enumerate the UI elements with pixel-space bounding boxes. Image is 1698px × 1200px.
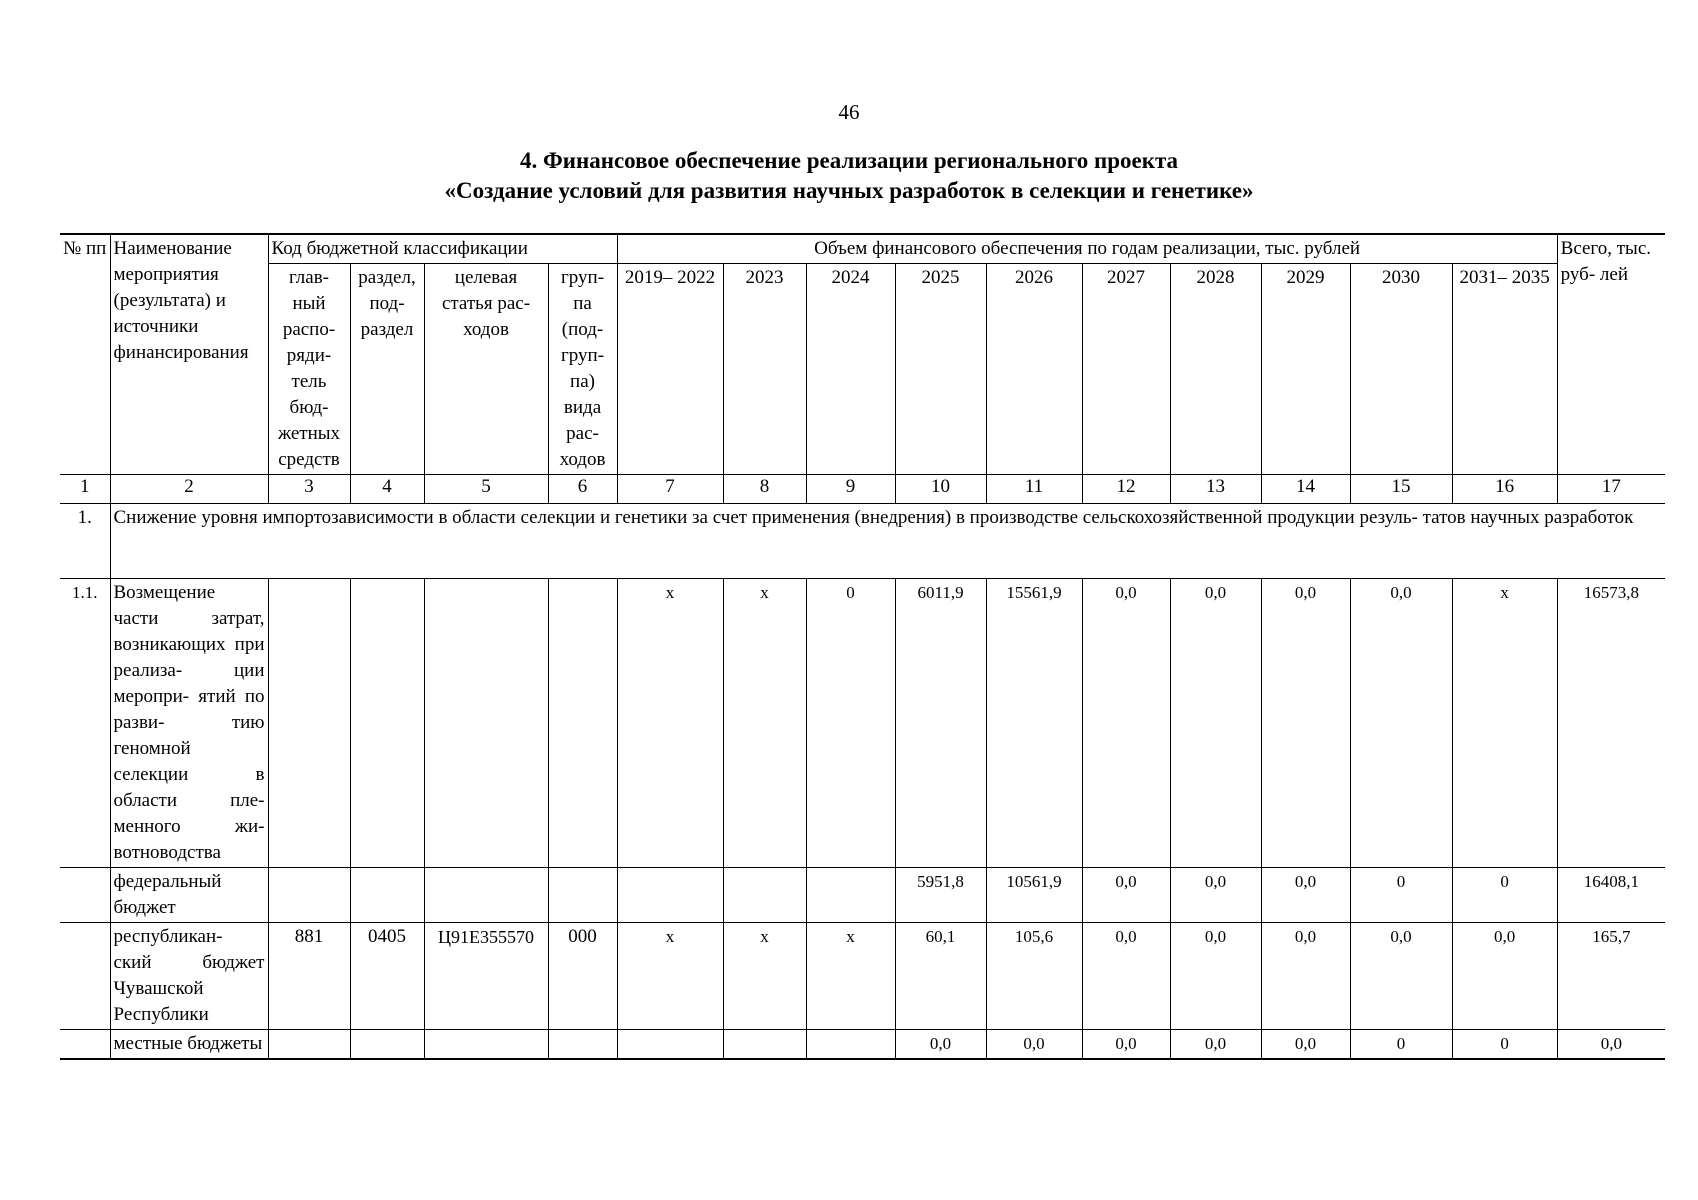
value-cell: х [617,579,723,868]
kbk-cell [548,1030,617,1060]
value-cell: 105,6 [986,923,1082,1030]
column-number: 9 [806,475,895,504]
column-number: 14 [1261,475,1350,504]
row-name: республикан- ский бюджет Чувашской Республики [110,923,268,1030]
value-cell: 0,0 [1350,579,1452,868]
value-cell: 15561,9 [986,579,1082,868]
kbk-cell [268,579,350,868]
column-number: 15 [1350,475,1452,504]
value-cell [723,1030,806,1060]
column-number: 3 [268,475,350,504]
header-year: 2026 [986,264,1082,475]
value-cell: 5951,8 [895,868,986,923]
header-row-2 [60,264,1665,475]
row-name: местные бюджеты [110,1030,268,1060]
header-kbk-section: раздел, под- раздел [350,264,424,475]
value-cell: 0,0 [1261,579,1350,868]
row-num [60,923,110,1030]
table-row [60,1030,1665,1060]
section-num: 1. [60,504,110,579]
column-number: 4 [350,475,424,504]
value-cell: 0,0 [1261,868,1350,923]
kbk-cell: 000 [548,923,617,1030]
value-cell: х [723,923,806,1030]
value-cell: х [723,579,806,868]
kbk-cell [548,579,617,868]
section-row [60,504,1665,579]
value-cell: 0 [1452,868,1557,923]
header-year: 2030 [1350,264,1452,475]
table-row [60,579,1665,868]
kbk-cell [424,1030,548,1060]
table-row [60,923,1665,1030]
header-year: 2027 [1082,264,1170,475]
row-num [60,868,110,923]
value-cell: 10561,9 [986,868,1082,923]
column-number-row [60,475,1665,504]
header-year: 2023 [723,264,806,475]
header-kbk-manager: глав- ный распо- ряди- тель бюд- жетных средств [268,264,350,475]
kbk-cell: 0405 [350,923,424,1030]
value-cell: 60,1 [895,923,986,1030]
value-cell: 0,0 [1350,923,1452,1030]
total-cell: 16408,1 [1557,868,1665,923]
kbk-cell: Ц91Е355570 [424,923,548,1030]
total-cell: 165,7 [1557,923,1665,1030]
value-cell [617,1030,723,1060]
kbk-cell [268,868,350,923]
row-num [60,1030,110,1060]
column-number: 12 [1082,475,1170,504]
kbk-cell [424,579,548,868]
row-name: Возмещение части затрат, возникающих при реализа- ции меропри- ятий по разви- тию геномной селекции в области пле- менного жи- вотноводства [110,579,268,868]
header-kbk-group: Код бюджетной классификации [268,234,617,264]
kbk-cell [350,579,424,868]
title-line-1: 4. Финансовое обеспечение реализации регионального проекта [519,148,1179,173]
value-cell: 6011,9 [895,579,986,868]
kbk-cell: 881 [268,923,350,1030]
header-total: Всего, тыс. руб- лей [1557,234,1665,475]
kbk-cell [424,868,548,923]
value-cell: 0,0 [1452,923,1557,1030]
kbk-cell [350,1030,424,1060]
header-volume-group: Объем финансового обеспечения по годам реализации, тыс. рублей [617,234,1557,264]
column-number: 2 [110,475,268,504]
total-cell: 16573,8 [1557,579,1665,868]
header-year: 2029 [1261,264,1350,475]
value-cell: 0 [1452,1030,1557,1060]
header-num: № пп [60,234,110,475]
value-cell [806,868,895,923]
value-cell: 0 [1350,868,1452,923]
value-cell: 0 [806,579,895,868]
header-row-1 [60,234,1665,264]
kbk-cell [548,868,617,923]
page-number: 46 [838,100,860,124]
value-cell: х [617,923,723,1030]
column-number: 10 [895,475,986,504]
header-name: Наименование мероприятия (результата) и источники финансирования [110,234,268,475]
header-year: 2028 [1170,264,1261,475]
column-number: 16 [1452,475,1557,504]
header-kbk-group-type: груп- па (под- груп- па) вида рас- ходов [548,264,617,475]
header-year: 2031– 2035 [1452,264,1557,475]
value-cell [806,1030,895,1060]
header-year: 2019– 2022 [617,264,723,475]
value-cell [617,868,723,923]
column-number: 6 [548,475,617,504]
title-line-2: «Создание условий для развития научных разработок в селекции и генетике» [444,178,1254,203]
column-number: 11 [986,475,1082,504]
value-cell: 0 [1350,1030,1452,1060]
value-cell: 0,0 [1170,579,1261,868]
value-cell: х [1452,579,1557,868]
kbk-cell [268,1030,350,1060]
column-number: 7 [617,475,723,504]
column-number: 5 [424,475,548,504]
financing-table [60,233,1665,1060]
value-cell: 0,0 [1170,923,1261,1030]
value-cell: 0,0 [1082,923,1170,1030]
document-title [0,146,1698,206]
column-number: 17 [1557,475,1665,504]
column-number: 1 [60,475,110,504]
value-cell: 0,0 [986,1030,1082,1060]
value-cell: 0,0 [895,1030,986,1060]
row-name: федеральный бюджет [110,868,268,923]
header-kbk-article: целевая статья рас- ходов [424,264,548,475]
header-year: 2024 [806,264,895,475]
section-text: Снижение уровня импортозависимости в области селекции и генетики за счет применения (внедрения) в производстве сельскохозяйственной продукции резуль- татов научных разработок [110,504,1665,579]
row-num: 1.1. [60,579,110,868]
value-cell: 0,0 [1261,1030,1350,1060]
header-year: 2025 [895,264,986,475]
value-cell: 0,0 [1261,923,1350,1030]
value-cell [723,868,806,923]
value-cell: 0,0 [1082,868,1170,923]
table-row [60,868,1665,923]
value-cell: х [806,923,895,1030]
value-cell: 0,0 [1082,579,1170,868]
column-number: 8 [723,475,806,504]
column-number: 13 [1170,475,1261,504]
total-cell: 0,0 [1557,1030,1665,1060]
value-cell: 0,0 [1082,1030,1170,1060]
value-cell: 0,0 [1170,868,1261,923]
kbk-cell [350,868,424,923]
value-cell: 0,0 [1170,1030,1261,1060]
